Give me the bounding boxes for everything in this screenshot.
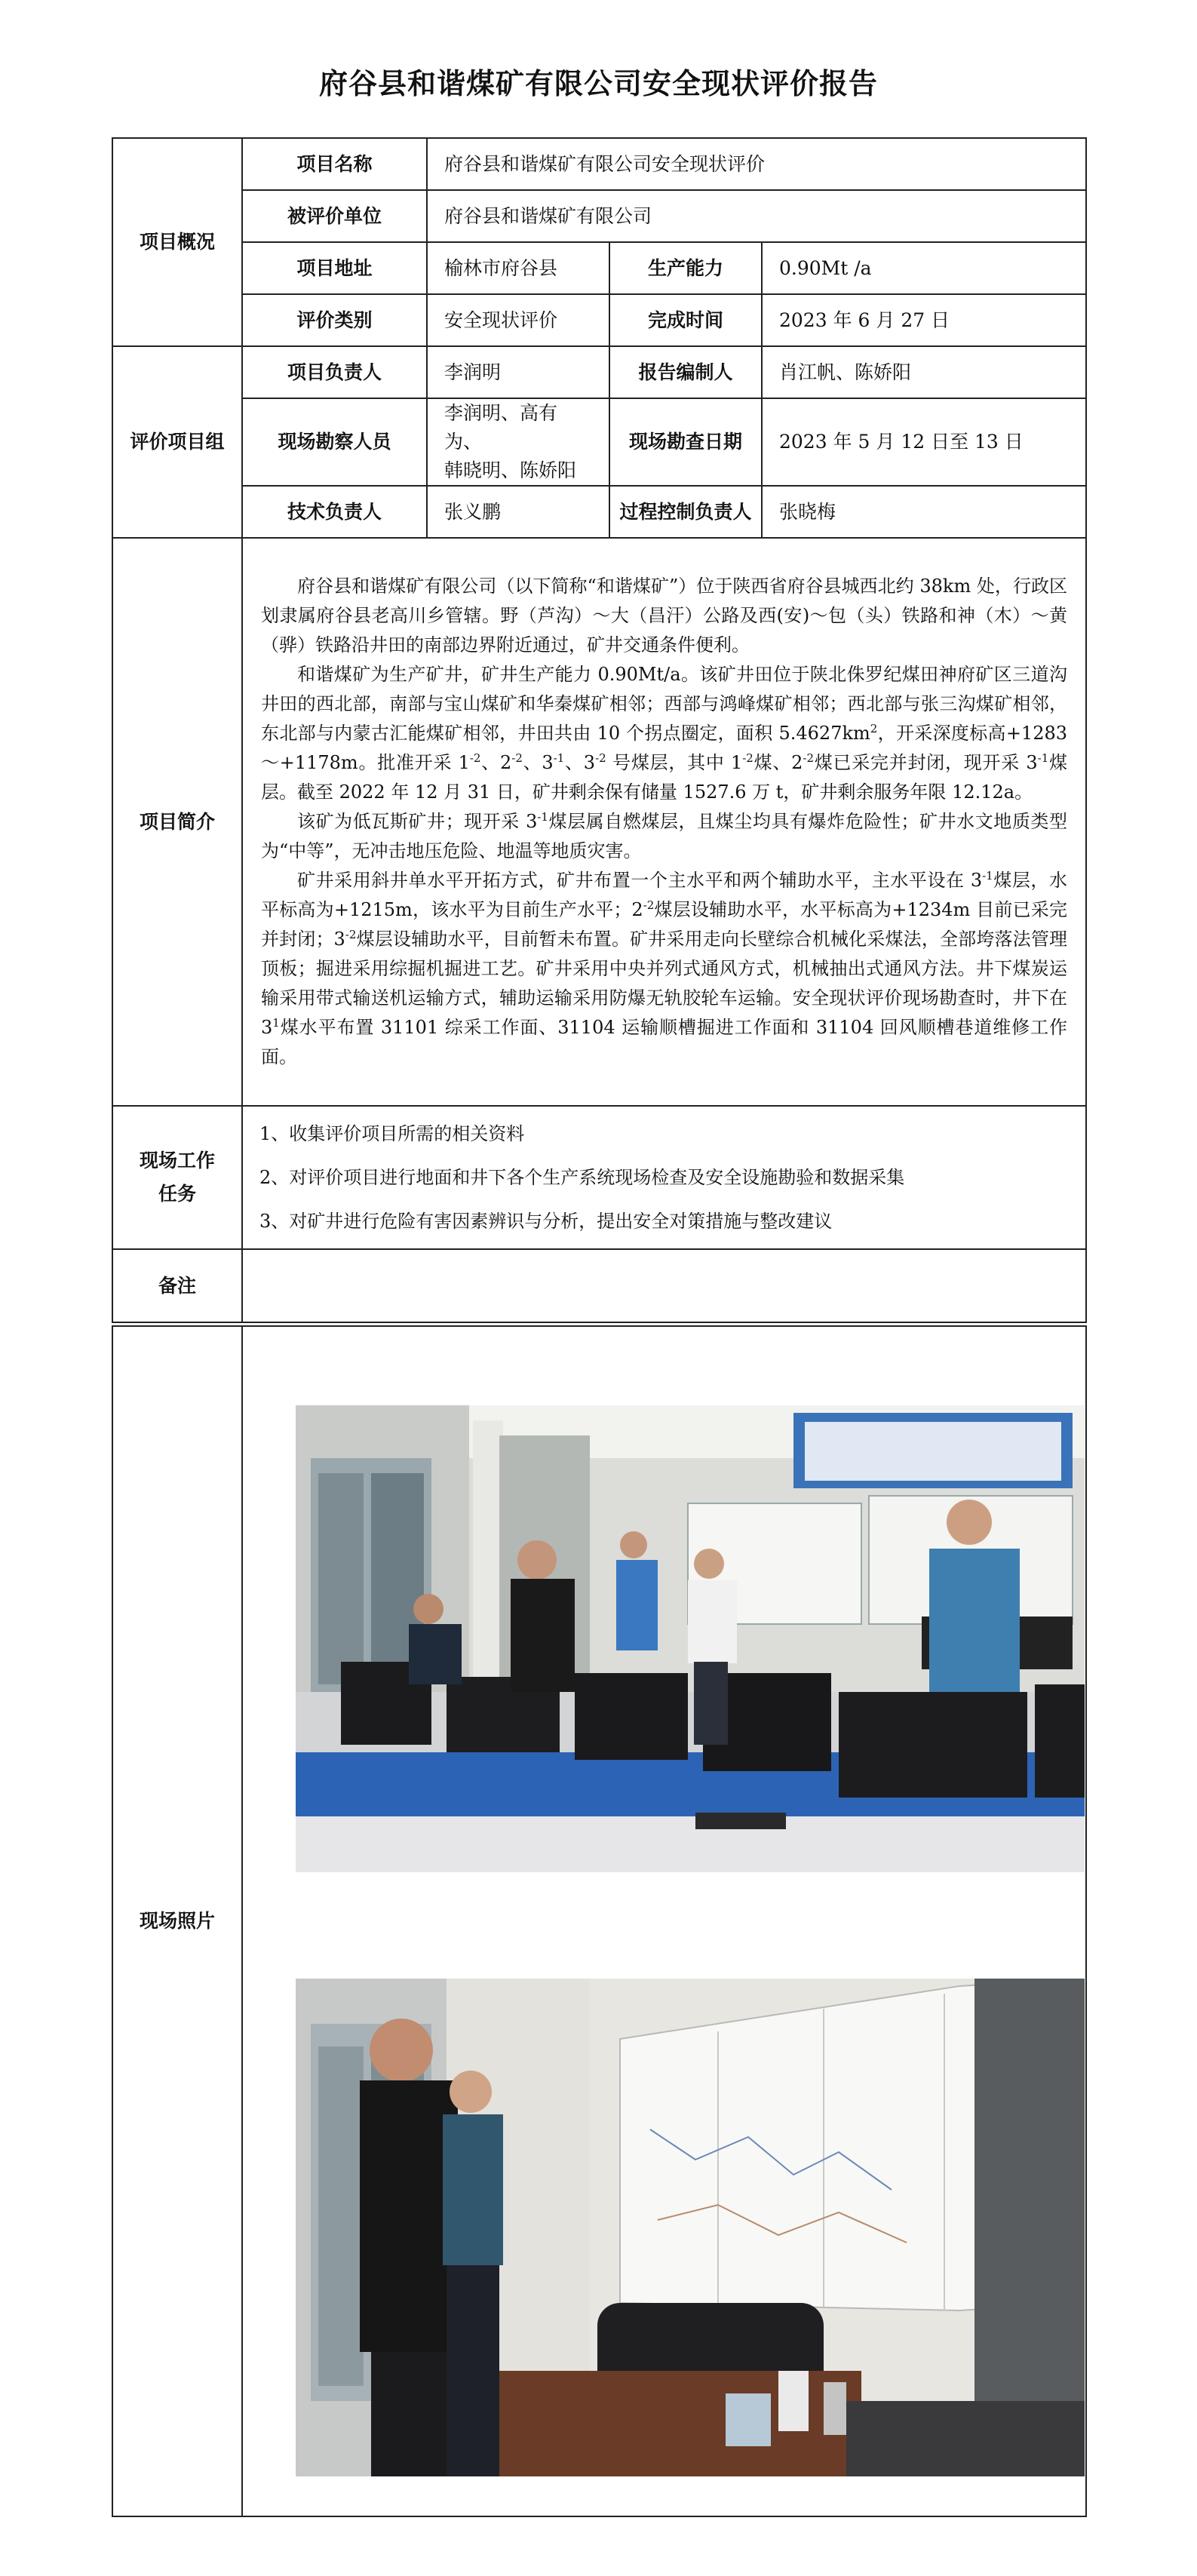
label-evaluation-category: 评价类别 — [242, 294, 427, 346]
surveyors-line-2: 韩晓明、陈娇阳 — [444, 459, 577, 481]
intro-paragraph-2: 和谐煤矿为生产矿井，矿井生产能力 0.90Mt/a。该矿井田位于陕北侏罗纪煤田神府矿区三道沟井田的西北部，南部与宝山煤矿和华秦煤矿相邻；西部与鸿峰煤矿相邻；西北部与张三沟煤矿相邻，东北部与内蒙古汇能煤矿相邻，井田共由 10 个拐点圈定，面积 $5.4627km^2$，开采深度标高+1283～+1178m。批准开采 $1^{-2}$、$2^{-2}$、$3^{-1}$、$3^{-2}$ 号煤层，其中 $1^{-2}$煤、$2^{-2}$煤已采完并封闭，现开采 $3^{-1}$煤层。截至 2022 年 12 月 31 日，矿井剩余保有储量 1527.6 万 t，矿井剩余服务年限 12.12a。 — [261, 664, 1068, 803]
label-project-leader: 项目负责人 — [242, 346, 427, 398]
label-report-compiler: 报告编制人 — [609, 346, 762, 398]
task-item-3: 3、对矿井进行危险有害因素辨识与分析，提出安全对策措施与整改建议 — [259, 1211, 833, 1232]
value-project-name: 府谷县和谐煤矿有限公司安全现状评价 — [427, 138, 1086, 190]
value-technical-lead: 张义鹏 — [427, 486, 609, 538]
report-title: 府谷县和谐煤矿有限公司安全现状评价报告 — [318, 66, 878, 100]
label-remarks: 备注 — [112, 1249, 242, 1322]
value-evaluated-unit: 府谷县和谐煤矿有限公司 — [427, 190, 1086, 242]
site-photo-control-room — [296, 1405, 1085, 1872]
task-item-2: 2、对评价项目进行地面和井下各个生产系统现场检查及安全设施勘验和数据采集 — [259, 1167, 905, 1188]
label-survey-date: 现场勘查日期 — [609, 398, 762, 486]
value-evaluation-category: 安全现状评价 — [427, 294, 609, 346]
value-completion-time: 2023 年 6 月 27 日 — [762, 294, 1086, 346]
section-project-overview: 项目概况 — [112, 138, 242, 346]
section-site-tasks: 现场工作 任务 — [112, 1106, 242, 1249]
label-process-control-lead: 过程控制负责人 — [609, 486, 762, 538]
label-project-name: 项目名称 — [242, 138, 427, 190]
value-report-compiler: 肖江帆、陈娇阳 — [762, 346, 1086, 398]
label-technical-lead: 技术负责人 — [242, 486, 427, 538]
value-production-capacity: 0.90Mt /a — [762, 242, 1086, 294]
label-completion-time: 完成时间 — [609, 294, 762, 346]
overview-table — [112, 137, 1087, 1323]
label-site-surveyors: 现场勘察人员 — [242, 398, 427, 486]
project-intro-text — [242, 538, 1086, 1106]
value-site-surveyors — [427, 398, 609, 486]
section-project-intro: 项目简介 — [112, 538, 242, 1106]
value-process-control-lead: 张晓梅 — [762, 486, 1086, 538]
site-task-list — [242, 1106, 1086, 1249]
value-remarks — [242, 1249, 1086, 1322]
value-survey-date: 2023 年 5 月 12 日至 13 日 — [762, 398, 1086, 486]
intro-paragraph-4: 矿井采用斜井单水平开拓方式，矿井布置一个主水平和两个辅助水平，主水平设在 $3^{-1}$煤层，水平标高为+1215m，该水平为目前生产水平；$2^{-2}$煤层设辅助水平，水平标高为+1234m 目前已采完并封闭；$3^{-2}$煤层设辅助水平，目前暂未布置。矿井采用走向长壁综合机械化采煤法，全部垮落法管理顶板；掘进采用综掘机掘进工艺。矿井采用中央并列式通风方式，机械抽出式通风方法。井下煤炭运输采用带式输送机运输方式，辅助运输采用防爆无轨胶轮车运输。安全现状评价现场勘查时，井下在 $3^1$煤水平布置 31101 综采工作面、31104 运输顺槽掘进工作面和 31104 回风顺槽巷道维修工作面。 — [261, 869, 1068, 1067]
intro-paragraph-3: 该矿为低瓦斯矿井；现开采 $3^{-1}$煤层属自燃煤层，且煤尘均具有爆炸危险性；矿井水文地质类型为“中等”，无冲击地压危险、地温等地质灾害。 — [261, 810, 1068, 861]
label-site-photos: 现场照片 — [112, 1326, 242, 2516]
task-item-1: 1、收集评价项目所需的相关资料 — [259, 1123, 525, 1144]
value-project-address: 榆林市府谷县 — [427, 242, 609, 294]
site-photo-map-review — [296, 1979, 1085, 2476]
label-production-capacity: 生产能力 — [609, 242, 762, 294]
intro-paragraph-1: 府谷县和谐煤矿有限公司（以下简称“和谐煤矿”）位于陕西省府谷县城西北约 38km 处，行政区划隶属府谷县老高川乡管辖。野（芦沟）～大（昌汗）公路及西(安)～包（头）铁路和神（木）～黄（骅）铁路沿井田的南部边界附近通过，矿井交通条件便利。 — [261, 576, 1068, 656]
value-project-leader: 李润明 — [427, 346, 609, 398]
surveyors-line-1: 李润明、高有为、 — [444, 402, 558, 453]
section-evaluation-team: 评价项目组 — [112, 346, 242, 538]
label-evaluated-unit: 被评价单位 — [242, 190, 427, 242]
label-project-address: 项目地址 — [242, 242, 427, 294]
